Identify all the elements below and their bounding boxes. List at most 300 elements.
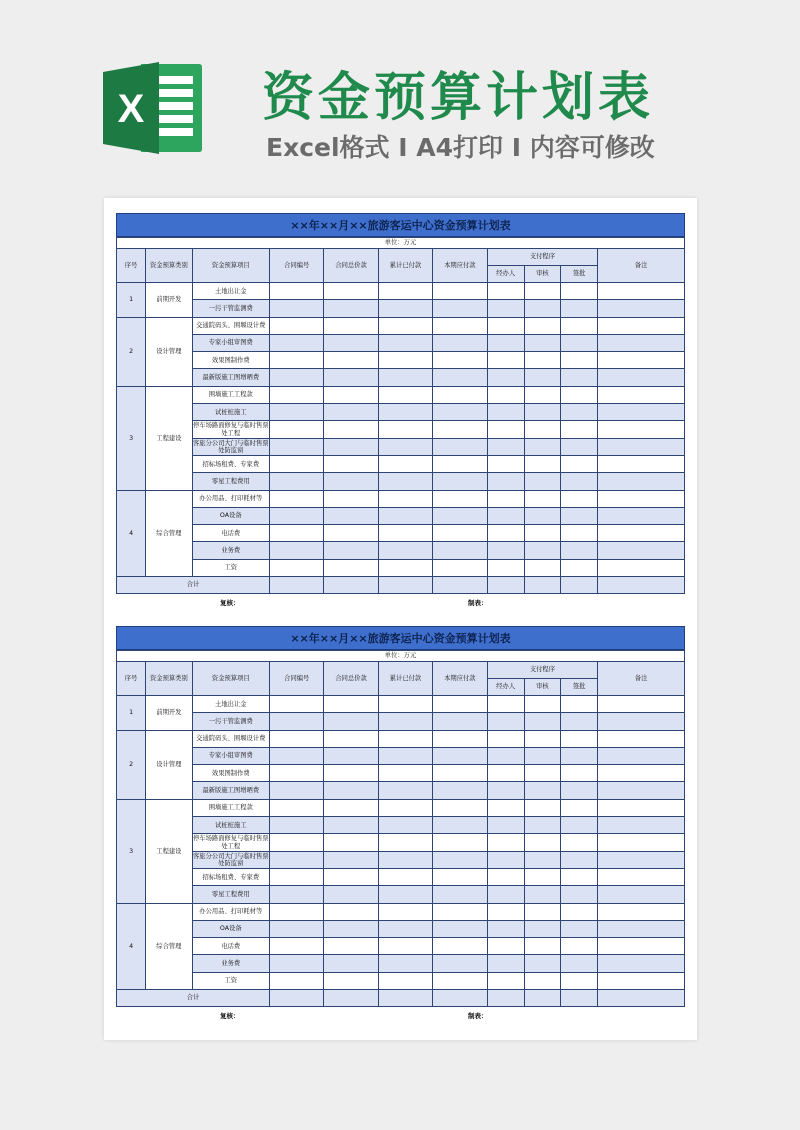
table-cell[interactable] (524, 334, 560, 351)
table-cell[interactable] (433, 990, 487, 1007)
table-cell[interactable] (270, 782, 324, 799)
table-cell[interactable] (598, 334, 685, 351)
table-cell[interactable] (378, 851, 432, 868)
table-cell[interactable] (598, 386, 685, 403)
table-cell[interactable] (270, 283, 324, 300)
table-cell[interactable] (561, 817, 598, 834)
table-cell[interactable] (487, 747, 524, 764)
table-cell[interactable] (324, 903, 378, 920)
table-cell[interactable] (378, 799, 432, 816)
table-cell[interactable] (270, 317, 324, 334)
table-cell[interactable] (561, 851, 598, 868)
table-cell[interactable] (561, 886, 598, 903)
table-cell[interactable] (378, 421, 432, 438)
table-cell[interactable] (378, 300, 432, 317)
table-cell[interactable] (487, 955, 524, 972)
table-cell[interactable] (561, 972, 598, 989)
table-cell[interactable] (378, 507, 432, 524)
table-cell[interactable] (378, 920, 432, 937)
table-cell[interactable] (270, 938, 324, 955)
table-cell[interactable] (598, 300, 685, 317)
table-cell[interactable] (598, 782, 685, 799)
table-cell[interactable] (324, 972, 378, 989)
table-cell[interactable] (378, 525, 432, 542)
table-cell[interactable] (324, 886, 378, 903)
table-cell[interactable] (524, 438, 560, 455)
table-cell[interactable] (524, 525, 560, 542)
table-cell[interactable] (433, 352, 487, 369)
table-cell[interactable] (433, 834, 487, 851)
table-cell[interactable] (433, 782, 487, 799)
table-cell[interactable] (433, 542, 487, 559)
table-cell[interactable] (524, 765, 560, 782)
table-cell[interactable] (524, 283, 560, 300)
table-cell[interactable] (433, 559, 487, 576)
table-cell[interactable] (598, 438, 685, 455)
table-cell[interactable] (433, 817, 487, 834)
table-cell[interactable] (561, 421, 598, 438)
table-cell[interactable] (324, 559, 378, 576)
table-cell[interactable] (433, 903, 487, 920)
table-cell[interactable] (598, 455, 685, 472)
table-cell[interactable] (524, 455, 560, 472)
table-cell[interactable] (487, 283, 524, 300)
table-cell[interactable] (487, 938, 524, 955)
table-cell[interactable] (270, 834, 324, 851)
table-cell[interactable] (433, 455, 487, 472)
table-cell[interactable] (598, 920, 685, 937)
table-cell[interactable] (561, 920, 598, 937)
table-cell[interactable] (324, 300, 378, 317)
table-cell[interactable] (598, 404, 685, 421)
table-cell[interactable] (524, 920, 560, 937)
table-cell[interactable] (270, 972, 324, 989)
group-category: 综合管理 (146, 490, 192, 576)
table-cell[interactable] (524, 559, 560, 576)
table-cell[interactable] (378, 972, 432, 989)
table-cell[interactable] (433, 920, 487, 937)
table-cell[interactable] (378, 713, 432, 730)
table-cell[interactable] (378, 834, 432, 851)
table-cell[interactable] (561, 938, 598, 955)
table-cell[interactable] (598, 747, 685, 764)
table-cell[interactable] (378, 990, 432, 1007)
table-cell[interactable] (598, 799, 685, 816)
table-cell[interactable] (433, 696, 487, 713)
table-cell[interactable] (561, 369, 598, 386)
table-cell[interactable] (324, 730, 378, 747)
table-cell[interactable] (598, 352, 685, 369)
table-cell[interactable] (524, 972, 560, 989)
table-cell[interactable] (598, 713, 685, 730)
table-cell[interactable] (487, 559, 524, 576)
table-cell[interactable] (561, 990, 598, 1007)
table-cell[interactable] (270, 903, 324, 920)
table-cell[interactable] (487, 490, 524, 507)
table-cell[interactable] (433, 490, 487, 507)
table-cell[interactable] (270, 990, 324, 1007)
table-row (117, 404, 685, 421)
table-cell[interactable] (487, 782, 524, 799)
table-cell[interactable] (324, 782, 378, 799)
table-cell[interactable] (270, 577, 324, 594)
table-cell[interactable] (378, 473, 432, 490)
table-cell[interactable] (378, 542, 432, 559)
table-cell[interactable] (378, 730, 432, 747)
table-cell[interactable] (487, 696, 524, 713)
table-cell[interactable] (487, 386, 524, 403)
table-cell[interactable] (378, 868, 432, 885)
table-cell[interactable] (433, 317, 487, 334)
table-cell[interactable] (598, 559, 685, 576)
table-cell[interactable] (598, 283, 685, 300)
table-cell[interactable] (524, 542, 560, 559)
table-cell[interactable] (433, 730, 487, 747)
table-cell[interactable] (561, 696, 598, 713)
table-cell[interactable] (324, 352, 378, 369)
table-cell[interactable] (270, 438, 324, 455)
table-cell[interactable] (324, 525, 378, 542)
table-cell[interactable] (433, 283, 487, 300)
table-cell[interactable] (524, 782, 560, 799)
table-cell[interactable] (324, 955, 378, 972)
table-cell[interactable] (561, 438, 598, 455)
table-cell[interactable] (270, 421, 324, 438)
table-cell[interactable] (324, 542, 378, 559)
table-cell[interactable] (324, 507, 378, 524)
table-cell[interactable] (561, 490, 598, 507)
table-cell[interactable] (561, 386, 598, 403)
table-cell[interactable] (324, 747, 378, 764)
table-cell[interactable] (524, 317, 560, 334)
table-cell[interactable] (324, 369, 378, 386)
table-cell[interactable] (598, 490, 685, 507)
table-cell[interactable] (487, 577, 524, 594)
table-cell[interactable] (487, 369, 524, 386)
table-cell[interactable] (433, 713, 487, 730)
table-cell[interactable] (598, 817, 685, 834)
table-cell[interactable] (378, 577, 432, 594)
table-cell[interactable] (378, 490, 432, 507)
table-cell[interactable] (270, 369, 324, 386)
table-cell[interactable] (598, 542, 685, 559)
table-cell[interactable] (270, 765, 324, 782)
table-cell[interactable] (598, 834, 685, 851)
table-cell[interactable] (378, 455, 432, 472)
table-cell[interactable] (487, 868, 524, 885)
table-cell[interactable] (487, 834, 524, 851)
table-cell[interactable] (487, 473, 524, 490)
table-cell[interactable] (561, 834, 598, 851)
table-cell[interactable] (433, 334, 487, 351)
review-label: 复核： (220, 1012, 240, 1021)
table-cell[interactable] (524, 834, 560, 851)
table-cell[interactable] (433, 799, 487, 816)
table-cell[interactable] (324, 386, 378, 403)
table-cell[interactable] (561, 868, 598, 885)
table-cell[interactable] (524, 352, 560, 369)
table-cell[interactable] (598, 886, 685, 903)
table-cell[interactable] (524, 300, 560, 317)
table-cell[interactable] (524, 473, 560, 490)
table-cell[interactable] (270, 404, 324, 421)
table-cell[interactable] (270, 352, 324, 369)
table-cell[interactable] (433, 300, 487, 317)
table-cell[interactable] (524, 421, 560, 438)
table-cell[interactable] (324, 938, 378, 955)
table-cell[interactable] (270, 799, 324, 816)
table-cell[interactable] (378, 334, 432, 351)
table-cell[interactable] (561, 713, 598, 730)
table-cell[interactable] (433, 404, 487, 421)
table-cell[interactable] (324, 577, 378, 594)
table-cell[interactable] (598, 955, 685, 972)
table-cell[interactable] (433, 438, 487, 455)
col-header-category: 资金预算类别 (146, 249, 192, 283)
table-cell[interactable] (561, 404, 598, 421)
table-cell[interactable] (561, 317, 598, 334)
table-cell[interactable] (598, 851, 685, 868)
budget-table (116, 237, 685, 594)
group-number: 4 (117, 490, 146, 576)
table-cell[interactable] (433, 851, 487, 868)
table-cell[interactable] (487, 317, 524, 334)
table-cell[interactable] (270, 559, 324, 576)
table-cell[interactable] (524, 730, 560, 747)
table-cell[interactable] (524, 990, 560, 1007)
table-cell[interactable] (378, 903, 432, 920)
table-cell[interactable] (378, 782, 432, 799)
table-cell[interactable] (598, 938, 685, 955)
table-cell[interactable] (487, 799, 524, 816)
table-cell[interactable] (487, 438, 524, 455)
table-cell[interactable] (433, 577, 487, 594)
table-cell[interactable] (324, 817, 378, 834)
table-cell[interactable] (598, 317, 685, 334)
table-cell[interactable] (524, 577, 560, 594)
table-cell[interactable] (324, 799, 378, 816)
table-cell[interactable] (324, 421, 378, 438)
table-cell[interactable] (524, 696, 560, 713)
table-cell[interactable] (270, 300, 324, 317)
table-cell[interactable] (487, 903, 524, 920)
table-cell[interactable] (561, 352, 598, 369)
table-cell[interactable] (270, 851, 324, 868)
table-cell[interactable] (524, 490, 560, 507)
table-cell[interactable] (324, 334, 378, 351)
table-cell[interactable] (378, 765, 432, 782)
table-cell[interactable] (598, 868, 685, 885)
table-cell[interactable] (561, 765, 598, 782)
table-cell[interactable] (270, 868, 324, 885)
table-cell[interactable] (487, 851, 524, 868)
table-cell[interactable] (524, 369, 560, 386)
table-cell[interactable] (487, 507, 524, 524)
table-cell[interactable] (487, 352, 524, 369)
table-cell[interactable] (324, 283, 378, 300)
table-cell[interactable] (561, 473, 598, 490)
table-cell[interactable] (433, 886, 487, 903)
table-cell[interactable] (433, 525, 487, 542)
table-cell[interactable] (487, 886, 524, 903)
table-cell[interactable] (561, 283, 598, 300)
table-cell[interactable] (598, 577, 685, 594)
table-cell[interactable] (598, 369, 685, 386)
table-cell[interactable] (561, 799, 598, 816)
table-cell[interactable] (524, 713, 560, 730)
table-cell[interactable] (378, 438, 432, 455)
table-cell[interactable] (433, 955, 487, 972)
table-cell[interactable] (524, 507, 560, 524)
table-cell[interactable] (378, 559, 432, 576)
table-cell[interactable] (324, 990, 378, 1007)
table-cell[interactable] (487, 404, 524, 421)
table-cell[interactable] (524, 404, 560, 421)
table-cell[interactable] (524, 886, 560, 903)
table-cell[interactable] (598, 972, 685, 989)
table-cell[interactable] (561, 730, 598, 747)
table-cell[interactable] (324, 490, 378, 507)
table-cell[interactable] (487, 972, 524, 989)
table-cell[interactable] (433, 473, 487, 490)
table-cell[interactable] (598, 507, 685, 524)
table-cell[interactable] (433, 369, 487, 386)
table-cell[interactable] (270, 334, 324, 351)
table-cell[interactable] (270, 542, 324, 559)
table-cell[interactable] (433, 507, 487, 524)
table-cell[interactable] (524, 817, 560, 834)
table-cell[interactable] (561, 455, 598, 472)
table-cell[interactable] (561, 542, 598, 559)
table-cell[interactable] (270, 490, 324, 507)
table-cell[interactable] (487, 765, 524, 782)
table-cell[interactable] (487, 334, 524, 351)
table-cell[interactable] (561, 559, 598, 576)
table-cell[interactable] (324, 713, 378, 730)
table-cell[interactable] (324, 473, 378, 490)
table-cell[interactable] (524, 868, 560, 885)
table-cell[interactable] (270, 696, 324, 713)
table-cell[interactable] (487, 817, 524, 834)
table-cell[interactable] (433, 765, 487, 782)
table-cell[interactable] (433, 421, 487, 438)
table-cell[interactable] (378, 352, 432, 369)
table-cell[interactable] (561, 782, 598, 799)
table-cell[interactable] (378, 696, 432, 713)
budget-item: 最新版施工图增晒费 (192, 369, 270, 386)
table-cell[interactable] (270, 886, 324, 903)
table-cell[interactable] (561, 300, 598, 317)
table-cell[interactable] (561, 507, 598, 524)
table-cell[interactable] (270, 386, 324, 403)
table-cell[interactable] (524, 747, 560, 764)
table-cell[interactable] (524, 903, 560, 920)
table-cell[interactable] (598, 730, 685, 747)
table-cell[interactable] (270, 817, 324, 834)
table-cell[interactable] (598, 525, 685, 542)
table-cell[interactable] (324, 868, 378, 885)
table-cell[interactable] (598, 903, 685, 920)
table-cell[interactable] (561, 955, 598, 972)
table-cell[interactable] (433, 938, 487, 955)
table-cell[interactable] (433, 747, 487, 764)
table-cell[interactable] (270, 955, 324, 972)
table-cell[interactable] (524, 386, 560, 403)
table-cell[interactable] (561, 525, 598, 542)
budget-item: 零星工程费用 (192, 886, 270, 903)
table-cell[interactable] (324, 455, 378, 472)
table-cell[interactable] (324, 765, 378, 782)
table-cell[interactable] (487, 542, 524, 559)
table-cell[interactable] (487, 300, 524, 317)
table-cell[interactable] (561, 334, 598, 351)
table-cell[interactable] (598, 990, 685, 1007)
col-header-payable: 本期应付款 (433, 662, 487, 696)
table-cell[interactable] (433, 868, 487, 885)
table-cell[interactable] (378, 404, 432, 421)
table-cell[interactable] (270, 473, 324, 490)
table-cell[interactable] (487, 990, 524, 1007)
table-cell[interactable] (524, 799, 560, 816)
table-cell[interactable] (378, 317, 432, 334)
table-cell[interactable] (487, 730, 524, 747)
table-cell[interactable] (487, 455, 524, 472)
table-cell[interactable] (270, 747, 324, 764)
table-row (117, 747, 685, 764)
table-cell[interactable] (270, 713, 324, 730)
table-cell[interactable] (270, 920, 324, 937)
table-cell[interactable] (433, 972, 487, 989)
table-cell[interactable] (324, 834, 378, 851)
table-cell[interactable] (487, 920, 524, 937)
table-cell[interactable] (324, 317, 378, 334)
table-cell[interactable] (378, 886, 432, 903)
table-cell[interactable] (598, 765, 685, 782)
table-cell[interactable] (561, 903, 598, 920)
table-cell[interactable] (524, 955, 560, 972)
table-cell[interactable] (524, 851, 560, 868)
table-cell[interactable] (378, 955, 432, 972)
table-cell[interactable] (598, 696, 685, 713)
table-cell[interactable] (524, 938, 560, 955)
total-label: 合计 (117, 990, 270, 1007)
table-cell[interactable] (324, 851, 378, 868)
table-cell[interactable] (324, 696, 378, 713)
total-label: 合计 (117, 577, 270, 594)
table-cell[interactable] (378, 747, 432, 764)
table-cell[interactable] (561, 747, 598, 764)
table-cell[interactable] (324, 404, 378, 421)
table-cell[interactable] (270, 455, 324, 472)
table-cell[interactable] (378, 369, 432, 386)
table-cell[interactable] (487, 713, 524, 730)
table-cell[interactable] (598, 421, 685, 438)
table-cell[interactable] (270, 507, 324, 524)
table-cell[interactable] (487, 525, 524, 542)
table-cell[interactable] (378, 386, 432, 403)
table-cell[interactable] (378, 817, 432, 834)
table-cell[interactable] (433, 386, 487, 403)
table-cell[interactable] (598, 473, 685, 490)
table-cell[interactable] (324, 438, 378, 455)
table-cell[interactable] (270, 730, 324, 747)
table-cell[interactable] (324, 920, 378, 937)
table-cell[interactable] (270, 525, 324, 542)
table-cell[interactable] (487, 421, 524, 438)
table-cell[interactable] (561, 577, 598, 594)
table-cell[interactable] (378, 938, 432, 955)
table-cell[interactable] (378, 283, 432, 300)
